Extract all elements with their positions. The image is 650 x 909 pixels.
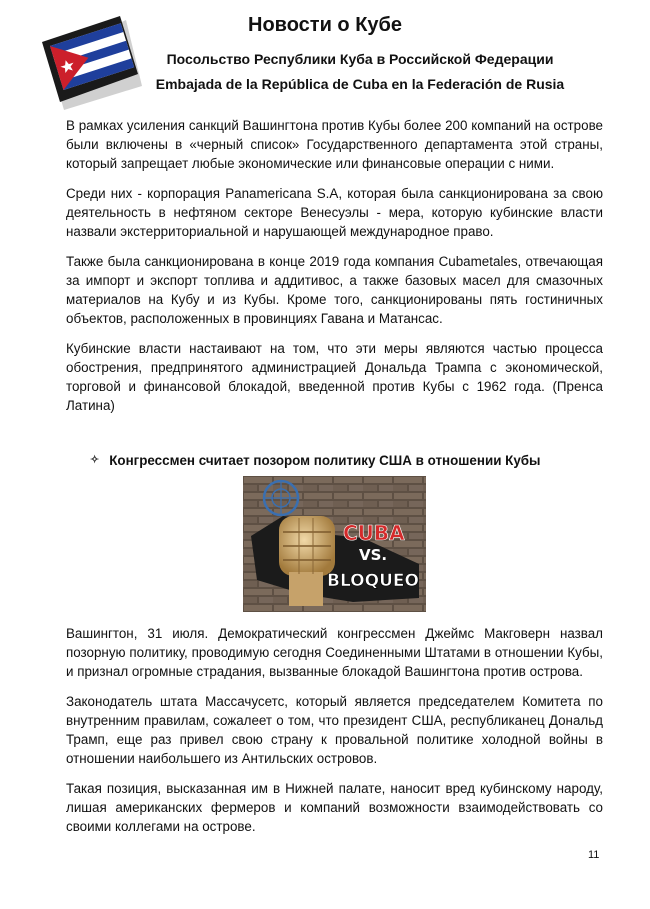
subtitle-russian: Посольство Республики Куба в Российской Федерации (166, 51, 554, 67)
page-number: 11 (588, 849, 600, 861)
image-text-bloqueo: BLOQUEO (327, 571, 419, 591)
paragraph: Такая позиция, высказанная им в Нижней палате, наносит вред кубинскому народу, лишая американских фермеров и компаний возможности взаимодействовать со своими коллегами на острове. (66, 781, 603, 834)
diamond-bullet-icon: ✧ (90, 454, 100, 466)
paragraph: Вашингтон, 31 июля. Демократический конгрессмен Джеймс Макговерн назвал позорную политику, проводимую сегодня Соединенными Штатами в отношении Кубы, и признал огромные страдания, вызванные блокадой Вашингтона против острова. (66, 626, 603, 679)
image-text-vs: VS. (359, 546, 388, 564)
un-emblem-icon (264, 481, 298, 515)
paragraph: Среди них - корпорация Panamericana S.A, которая была санкционирована за свою деятельность в нефтяном секторе Венесуэлы - мера, которую кубинские власти назвали экстерриториальной и нарушающей международное право. (66, 186, 603, 239)
section-heading (90, 451, 603, 470)
subtitle-spanish: Embajada de la República de Cuba en la Federación de Rusia (155, 76, 565, 92)
paragraph: В рамках усиления санкций Вашингтона против Кубы более 200 компаний на острове были включены в «черный список» Государственного департамента этой страны, который запрещает любые экономические или финансовые операции с ними. (66, 118, 603, 171)
cuba-vs-bloqueo-image (243, 476, 426, 612)
paragraph: Кубинские власти настаивают на том, что эти меры являются частью процесса обострения, предпринятого администрацией Дональда Трампа с экономической, торговой и финансовой блокадой, введенной против Кубы с 1962 года. (Пренса Латина) (66, 341, 603, 413)
page-title: Новости о Кубе (248, 14, 402, 36)
image-text-cuba: CUBA (343, 521, 405, 545)
photo-container (66, 476, 603, 612)
paragraph: Законодатель штата Массачусетс, который является председателем Комитета по внутренним правилам, сожалеет о том, что президент США, республиканец Дональд Трамп, еще раз привел свою страну к провальной политике холодной войны в отношении наибольшего из Антильских островов. (66, 694, 603, 766)
section-heading-text: Конгрессмен считает позором политику США в отношении Кубы (109, 453, 541, 468)
paragraph: Также была санкционирована в конце 2019 года компания Cubametales, отвечающая за импорт и экспорт топлива и аддитивос, а также базовых масел для смазочных материалов на Кубу и из Кубы. Кроме того, санкционированы пять гостиничных объектов, расположенных в провинциях Гавана и Матансас. (66, 254, 603, 326)
article-body (66, 116, 603, 847)
